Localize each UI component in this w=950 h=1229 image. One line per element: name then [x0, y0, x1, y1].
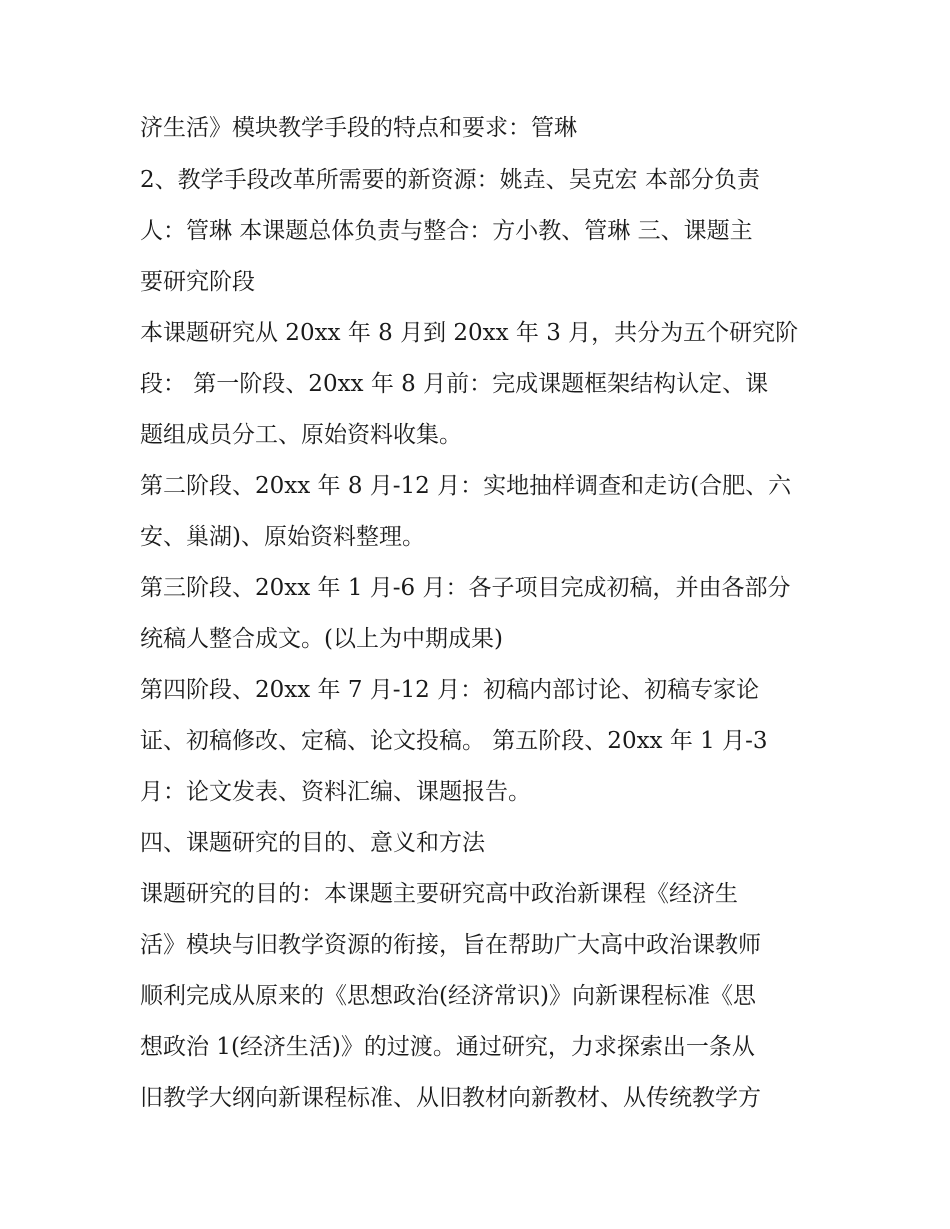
text-line: 统稿人整合成文。(以上为中期成果): [140, 626, 503, 652]
text-line: 题组成员分工、原始资料收集。: [140, 422, 462, 448]
text-line: 2、教学手段改革所需要的新资源：姚垚、吴克宏 本部分负责: [140, 167, 760, 193]
text-line: 安、巢湖)、原始资料整理。: [140, 524, 425, 550]
text-line: 活》模块与旧教学资源的衔接，旨在帮助广大高中政治课教师: [140, 932, 761, 958]
section-heading: 四、课题研究的目的、意义和方法: [140, 830, 485, 856]
text-line: 旧教学大纲向新课程标准、从旧教材向新教材、从传统教学方: [140, 1085, 761, 1111]
text-line: 顺利完成从原来的《思想政治(经济常识)》向新课程标准《思: [140, 983, 756, 1009]
text-line: 济生活》模块教学手段的特点和要求：管琳: [140, 115, 577, 141]
text-line: 段： 第一阶段、20xx 年 8 月前：完成课题框架结构认定、课: [140, 371, 769, 397]
text-line: 要研究阶段: [140, 269, 255, 295]
text-line: 课题研究的目的：本课题主要研究高中政治新课程《经济生: [140, 881, 738, 907]
text-line: 想政治 1(经济生活)》的过渡。通过研究，力求探索出一条从: [140, 1034, 755, 1060]
text-line: 本课题研究从 20xx 年 8 月到 20xx 年 3 月，共分为五个研究阶: [140, 320, 799, 346]
text-line: 第三阶段、20xx 年 1 月-6 月：各子项目完成初稿，并由各部分: [140, 575, 791, 601]
text-line: 第四阶段、20xx 年 7 月-12 月：初稿内部讨论、初稿专家论: [140, 677, 760, 703]
text-line: 人：管琳 本课题总体负责与整合：方小教、管琳 三、课题主: [140, 218, 753, 244]
text-line: 第二阶段、20xx 年 8 月-12 月：实地抽样调查和走访(合肥、六: [140, 473, 792, 499]
text-line: 月：论文发表、资料汇编、课题报告。: [140, 779, 531, 805]
text-line: 证、初稿修改、定稿、论文投稿。 第五阶段、20xx 年 1 月-3: [140, 728, 768, 754]
